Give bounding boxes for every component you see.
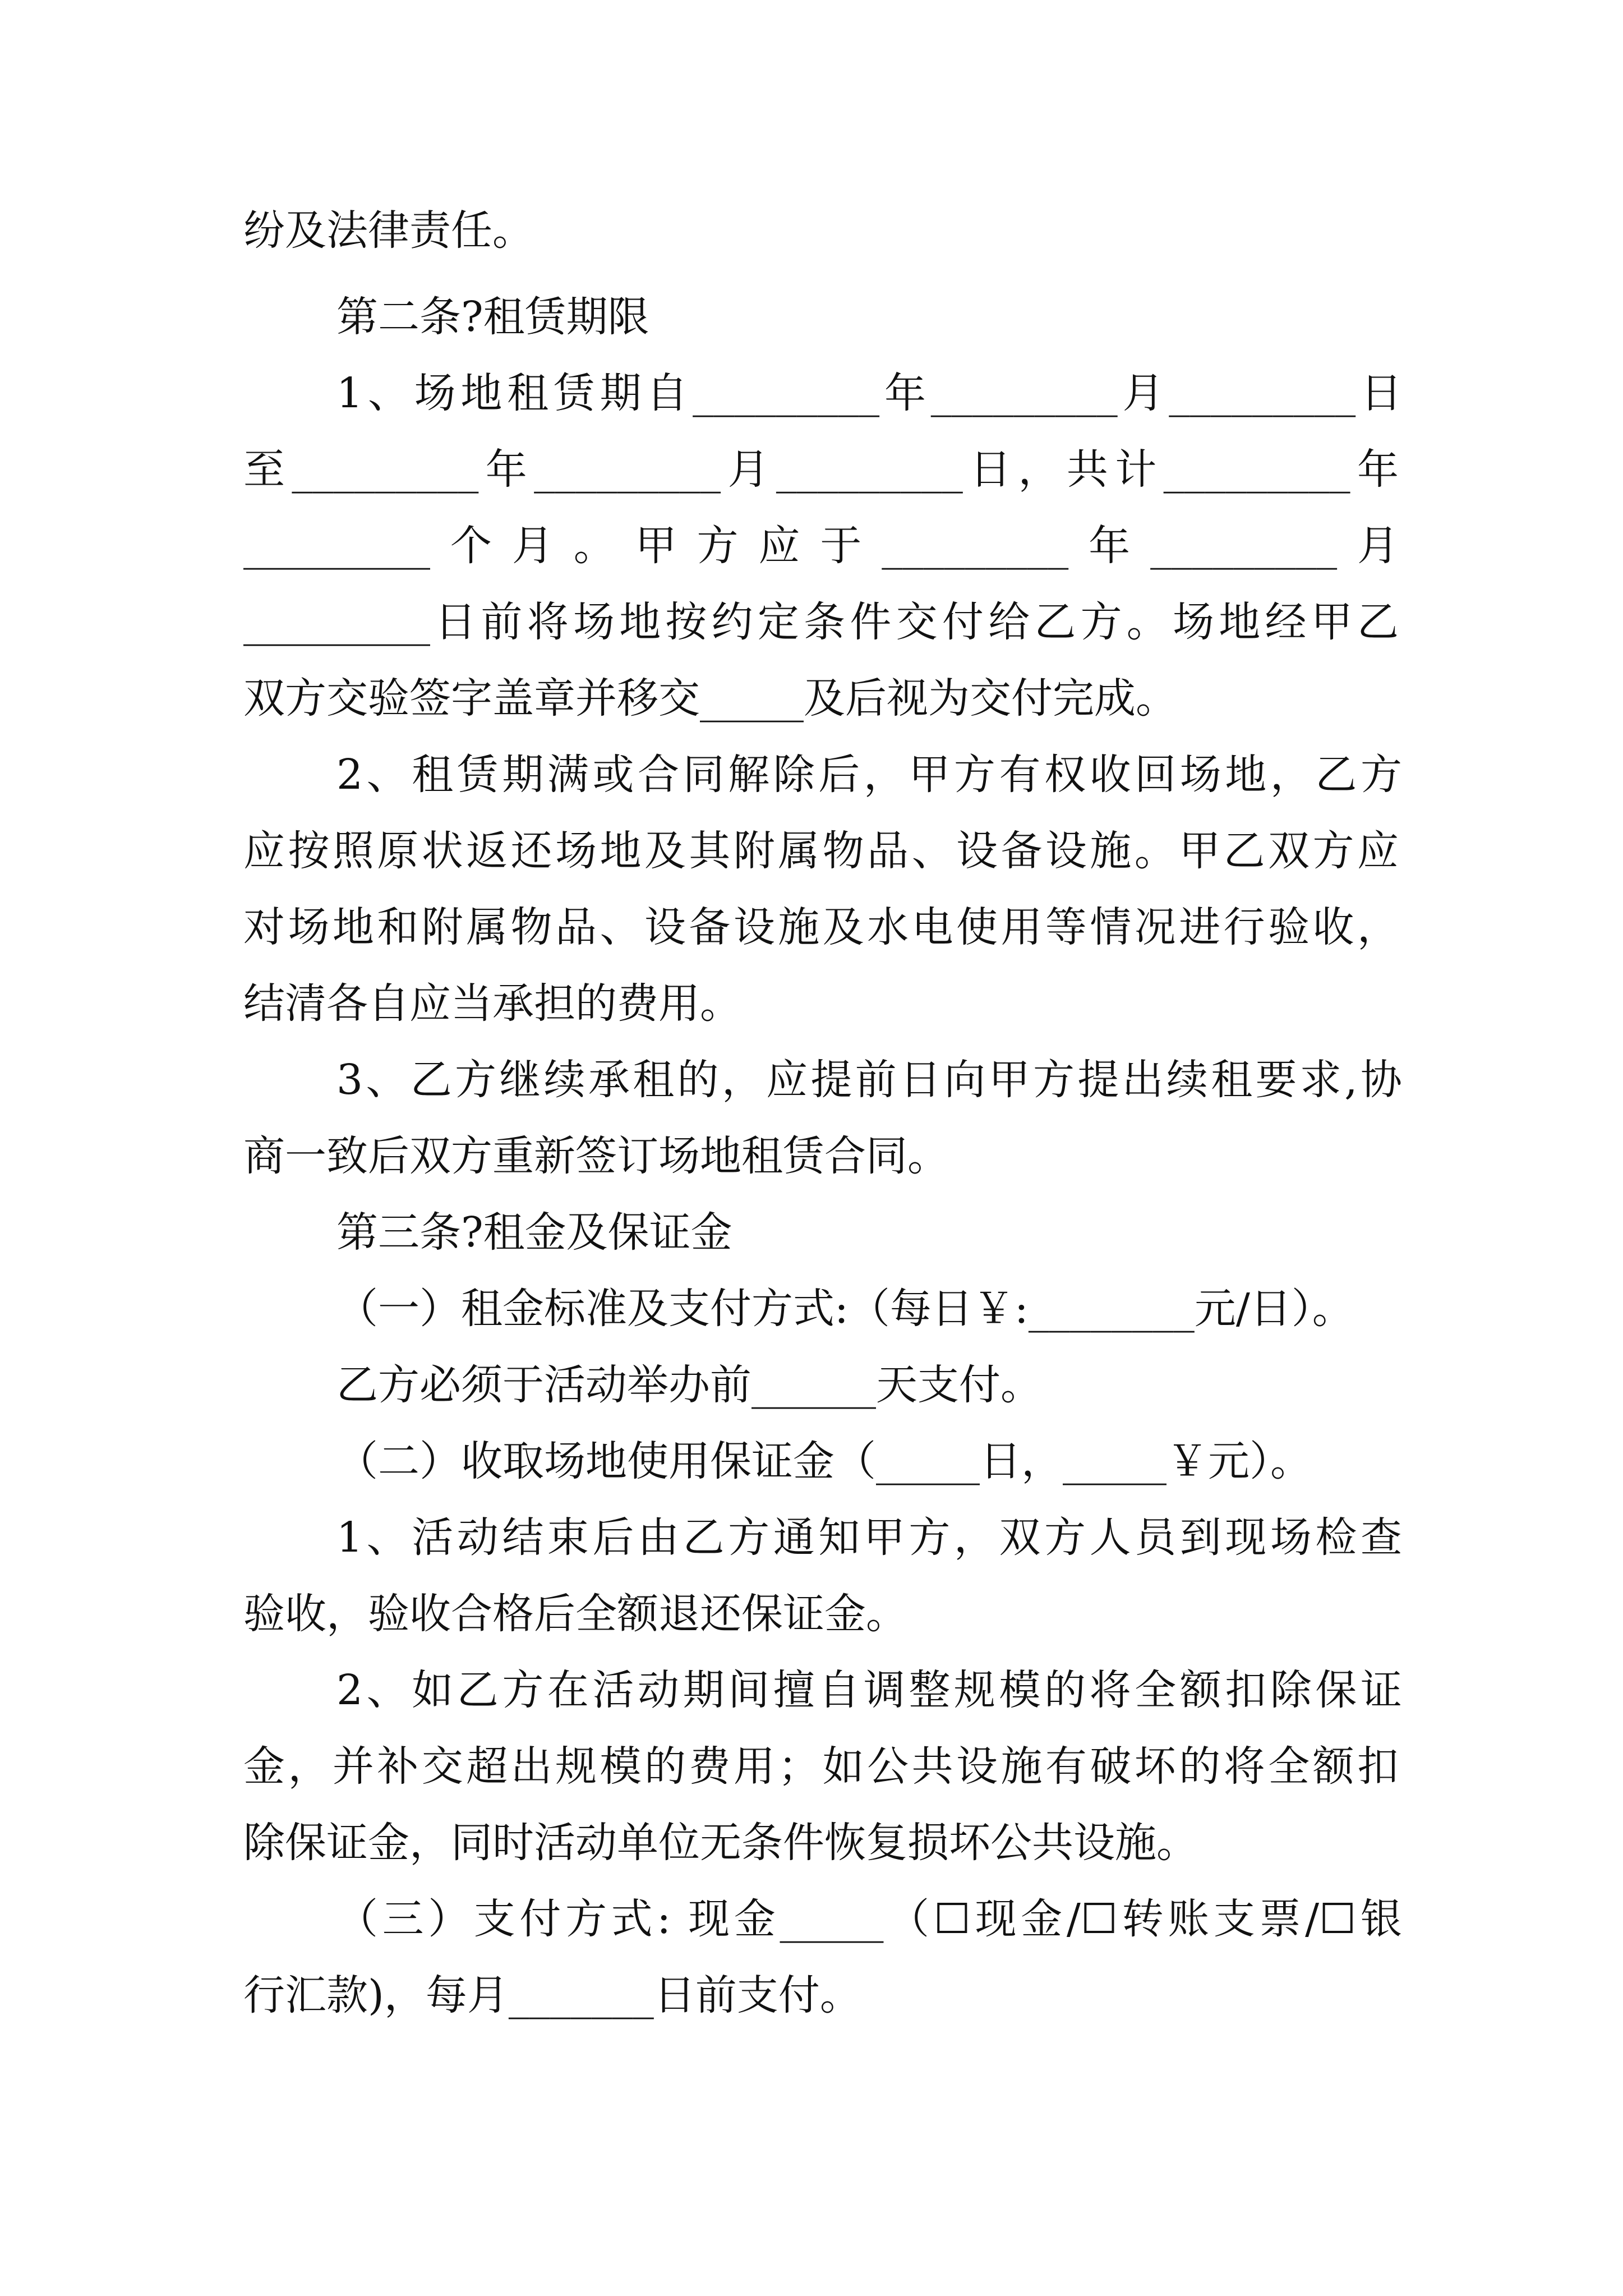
text-line: 2、如乙方在活动期间擅自调整规模的将全额扣除保证 <box>336 1666 1402 1714</box>
text-line: 至_________年_________月_________日，共计_________年 <box>243 445 1399 494</box>
text-line: 双方交验签字盖章并移交_____及后视为交付完成。 <box>243 674 1177 723</box>
text-line: （三）支付方式: 现金_____（☐现金/☐转账支票/☐银 <box>336 1895 1402 1943</box>
text-line: 3、乙方继续承租的，应提前日向甲方提出续租要求,协 <box>336 1056 1402 1104</box>
text-line: 验收，验收合格后全额退还保证金。 <box>243 1590 907 1638</box>
text-line: 乙方必须于活动举办前______天支付。 <box>336 1361 1042 1409</box>
text-line: （一）租金标准及支付方式:（每日￥:________元/日）。 <box>336 1285 1354 1333</box>
text-line: 行汇款)，每月_______日前支付。 <box>243 1971 861 2019</box>
text-line: _________日前将场地按约定条件交付给乙方。场地经甲乙 <box>243 598 1399 646</box>
text-line: 金，并补交超出规模的费用；如公共设施有破坏的将全额扣 <box>243 1742 1399 1791</box>
text-line: 应按照原状返还场地及其附属物品、设备设施。甲乙双方应 <box>243 827 1399 875</box>
text-line: 纷及法律责任。 <box>243 206 534 255</box>
text-line: 商一致后双方重新签订场地租赁合同。 <box>243 1132 949 1180</box>
text-line: 对场地和附属物品、设备设施及水电使用等情况进行验收， <box>243 903 1399 951</box>
section-heading: 第二条?租赁期限 <box>336 293 649 341</box>
text-line: 2、租赁期满或合同解除后，甲方有权收回场地，乙方 <box>336 751 1402 799</box>
text-line: （二）收取场地使用保证金（_____日，_____￥元）。 <box>336 1437 1312 1485</box>
text-line: 1、活动结束后由乙方通知甲方，双方人员到现场检查 <box>336 1513 1402 1562</box>
section-heading: 第三条?租金及保证金 <box>336 1208 732 1257</box>
text-line: _________个月。甲方应于_________年_________月 <box>243 522 1399 570</box>
text-line: 1、场地租赁期自_________年_________月_________日 <box>336 369 1402 417</box>
text-line: 除保证金，同时活动单位无条件恢复损坏公共设施。 <box>243 1819 1198 1867</box>
text-line: 结清各自应当承担的费用。 <box>243 979 741 1028</box>
